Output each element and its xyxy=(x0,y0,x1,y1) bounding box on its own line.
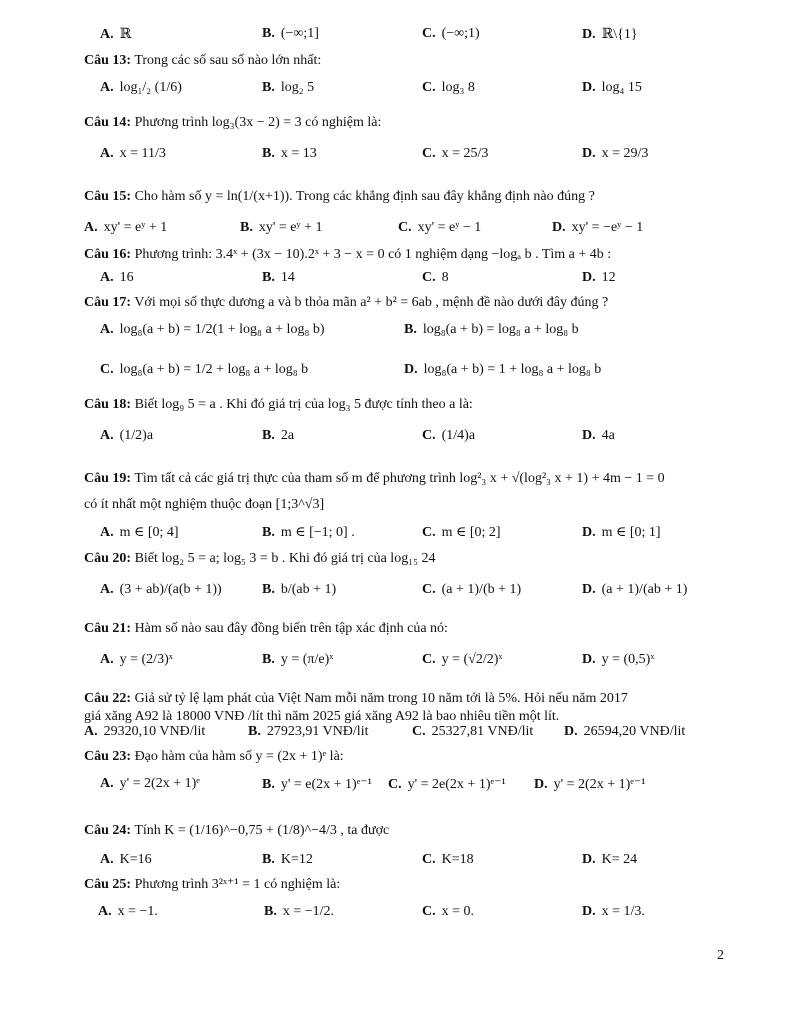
option-d: D. K= 24 xyxy=(582,852,638,867)
question-19-line2: có ít nhất một nghiệm thuộc đoạn [1;3^√3] xyxy=(84,497,325,512)
option-a: A. x = 11/3 xyxy=(100,146,166,161)
question-15: Câu 15: Cho hàm số y = ln(1/(x+1)). Trong các khẳng định sau đây khẳng định nào đúng ? xyxy=(84,189,595,204)
top-options-row xyxy=(0,26,792,48)
option-d: D. m ∈ [0; 1] xyxy=(582,524,661,540)
option-d: D. xy' = −eʸ − 1 xyxy=(552,220,644,235)
option-b: B. m ∈ [−1; 0] . xyxy=(262,524,355,540)
option-b: B. x = 13 xyxy=(262,146,317,161)
option-a: A. log₁/₂ (1/6) xyxy=(100,80,182,95)
option-b: B. x = −1/2. xyxy=(264,904,335,919)
option-d: D. x = 29/3 xyxy=(582,146,649,161)
question-19-options xyxy=(0,524,792,546)
option-b: B. y' = e(2x + 1)ᵉ⁻¹ xyxy=(262,776,372,792)
question-16: Câu 16: Phương trình: 3.4ˣ + (3x − 10).2ˣ + 3 − x = 0 có 1 nghiệm dạng −logₐ b . Tìm a + 4b : xyxy=(84,247,612,262)
option-d: D. ℝ\{1} xyxy=(582,26,638,42)
question-24-options xyxy=(0,852,792,874)
option-b: B. K=12 xyxy=(262,852,313,867)
question-25: Câu 25: Phương trình 3²ˣ⁺¹ = 1 có nghiệm là: xyxy=(84,877,341,892)
option-c: C. (a + 1)/(b + 1) xyxy=(422,582,522,597)
option-d: D. x = 1/3. xyxy=(582,904,645,919)
question-21-options xyxy=(0,652,792,674)
question-18: Câu 18: Biết log₉ 5 = a . Khi đó giá trị của log₃ 5 được tính theo a là: xyxy=(84,397,473,412)
option-a: A. y' = 2(2x + 1)ᵉ xyxy=(100,776,200,791)
option-a: A. m ∈ [0; 4] xyxy=(100,524,179,540)
question-17-options-cd xyxy=(0,362,792,384)
question-13-options xyxy=(0,80,792,102)
question-22-options xyxy=(0,724,792,746)
option-d: D. 26594,20 VNĐ/lit xyxy=(564,724,686,739)
option-d: D. (a + 1)/(ab + 1) xyxy=(582,582,688,597)
option-d: D. y = (0,5)ˣ xyxy=(582,652,655,667)
question-20: Câu 20: Biết log₂ 5 = a; log₅ 3 = b . Khi đó giá trị của log₁₅ 24 xyxy=(84,551,436,566)
question-13: Câu 13: Trong các số sau số nào lớn nhất: xyxy=(84,53,322,68)
option-c: C. xy' = eʸ − 1 xyxy=(398,220,482,235)
question-17-options-ab xyxy=(0,322,792,344)
question-14: Câu 14: Phương trình log₃(3x − 2) = 3 có nghiệm là: xyxy=(84,115,382,130)
option-b: B. b/(ab + 1) xyxy=(262,582,337,597)
option-c: C. (−∞;1) xyxy=(422,26,480,41)
option-c: C. K=18 xyxy=(422,852,474,867)
question-22: Câu 22: Giả sử tỷ lệ lạm phát của Việt Nam mỗi năm trong 10 năm tới là 5%. Hỏi nếu năm 2017 xyxy=(84,691,628,706)
option-a: A. (3 + ab)/(a(b + 1)) xyxy=(100,582,222,597)
option-a: A. log₈(a + b) = 1/2(1 + log₈ a + log₈ b) xyxy=(100,322,325,337)
option-b: B. xy' = eʸ + 1 xyxy=(240,220,323,235)
option-c: C. x = 25/3 xyxy=(422,146,489,161)
option-b: B. log₈(a + b) = log₈ a + log₈ b xyxy=(404,322,579,337)
option-a: A. y = (2/3)ˣ xyxy=(100,652,173,667)
option-b: B. (−∞;1] xyxy=(262,26,319,41)
question-19: Câu 19: Tìm tất cả các giá trị thực của tham số m để phương trình log²₃ x + √(log²₃ x + 1) + 4m − 1 = 0 xyxy=(84,471,665,486)
option-c: C. log₃ 8 xyxy=(422,80,475,95)
option-c: C. log₈(a + b) = 1/2 + log₈ a + log₈ b xyxy=(100,362,309,377)
question-14-options xyxy=(0,146,792,168)
option-a: A. xy' = eʸ + 1 xyxy=(84,220,168,235)
option-a: A. K=16 xyxy=(100,852,152,867)
question-22-line2: giá xăng A92 là 18000 VNĐ /lít thì năm 2025 giá xăng A92 là bao nhiêu tiền một lít. xyxy=(84,709,560,724)
option-c: C. 8 xyxy=(422,270,449,285)
question-16-options xyxy=(0,270,792,292)
option-c: C. m ∈ [0; 2] xyxy=(422,524,501,540)
option-d: D. log₄ 15 xyxy=(582,80,642,95)
option-d: D. log₈(a + b) = 1 + log₈ a + log₈ b xyxy=(404,362,602,377)
option-c: C. x = 0. xyxy=(422,904,475,919)
option-c: C. (1/4)a xyxy=(422,428,476,443)
option-d: D. 12 xyxy=(582,270,616,285)
question-25-options xyxy=(0,904,792,926)
option-b: B. 14 xyxy=(262,270,295,285)
option-a: A. ℝ xyxy=(100,26,132,42)
option-c: C. y = (√2/2)ˣ xyxy=(422,652,503,667)
option-a: A. x = −1. xyxy=(98,904,158,919)
option-c: C. 25327,81 VNĐ/lit xyxy=(412,724,534,739)
question-15-options xyxy=(0,220,792,242)
option-b: B. y = (π/e)ˣ xyxy=(262,652,334,667)
option-c: C. y' = 2e(2x + 1)ᵉ⁻¹ xyxy=(388,776,506,792)
question-18-options xyxy=(0,428,792,450)
question-23-options xyxy=(0,776,792,798)
question-17: Câu 17: Với mọi số thực dương a và b thỏa mãn a² + b² = 6ab , mệnh đề nào dưới đây đúng ? xyxy=(84,295,609,310)
question-24: Câu 24: Tính K = (1/16)^−0,75 + (1/8)^−4/3 , ta được xyxy=(84,823,390,838)
question-20-options xyxy=(0,582,792,604)
option-b: B. log₂ 5 xyxy=(262,80,315,95)
option-d: D. 4a xyxy=(582,428,615,443)
question-21: Câu 21: Hàm số nào sau đây đồng biến trên tập xác định của nó: xyxy=(84,621,448,636)
option-b: B. 27923,91 VNĐ/lit xyxy=(248,724,369,739)
page-number: 2 xyxy=(717,948,724,963)
option-a: A. 29320,10 VNĐ/lit xyxy=(84,724,206,739)
option-b: B. 2a xyxy=(262,428,295,443)
option-a: A. 16 xyxy=(100,270,134,285)
option-a: A. (1/2)a xyxy=(100,428,154,443)
option-d: D. y' = 2(2x + 1)ᵉ⁻¹ xyxy=(534,776,646,792)
question-23: Câu 23: Đạo hàm của hàm số y = (2x + 1)ᵉ là: xyxy=(84,749,344,764)
